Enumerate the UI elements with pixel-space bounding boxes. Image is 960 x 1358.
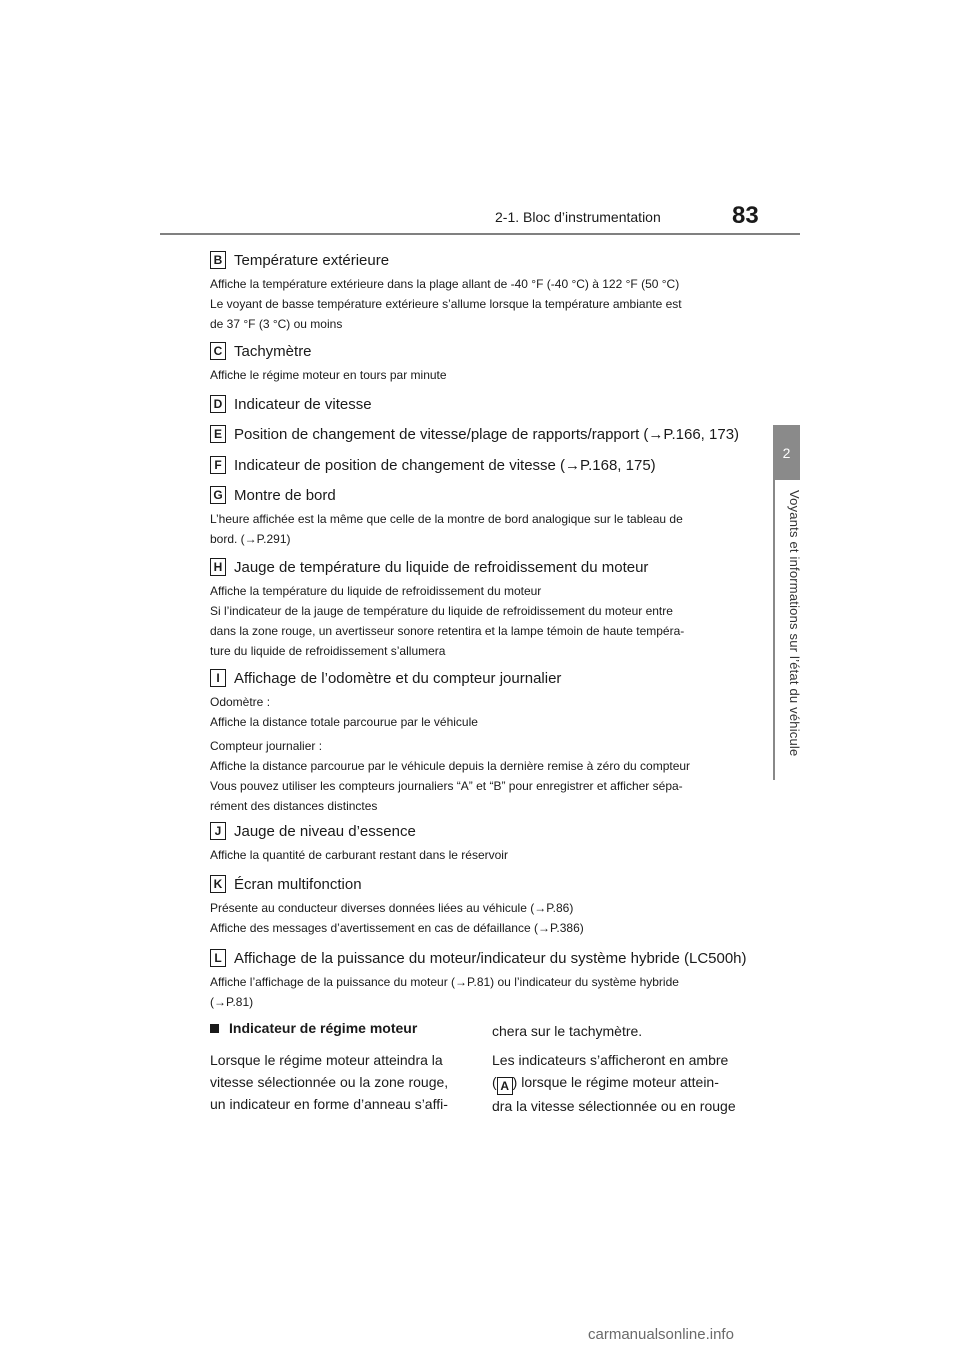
item-desc-line: Affiche la température extérieure dans la plage allant de -40 °F (-40 °C) à 122 °F (50 °C)	[210, 277, 680, 291]
item-desc-line: ture du liquide de refroidissement s’allumera	[210, 644, 446, 658]
marker-j: J	[210, 822, 226, 840]
item-title: Écran multifonction	[234, 875, 362, 893]
item-title: Indicateur de vitesse	[234, 395, 372, 413]
item-desc-line: dans la zone rouge, un avertisseur sonore retentira et la lampe témoin de haute tempéra-	[210, 624, 685, 638]
item-h	[210, 557, 750, 661]
item-c	[210, 341, 750, 385]
header-divider	[160, 233, 800, 235]
body-line: chera sur le tachymètre.	[492, 1023, 643, 1039]
section-title: 2-1. Bloc d’instrumentation	[495, 209, 661, 225]
item-desc-line: bord. (→P.291)	[210, 532, 291, 546]
body-line: dra la vitesse sélectionnée ou en rouge	[492, 1098, 736, 1114]
marker-i: I	[210, 669, 226, 687]
body-line: un indicateur en forme d’anneau s’affi-	[210, 1096, 448, 1112]
item-desc-line: L’heure affichée est la même que celle de la montre de bord analogique sur le tableau de	[210, 512, 683, 526]
item-desc-line: Affiche des messages d’avertissement en cas de défaillance (→P.386)	[210, 921, 584, 935]
item-desc-line: Affiche la distance totale parcourue par le véhicule	[210, 715, 478, 729]
subsection-heading-text: Indicateur de régime moteur	[229, 1020, 418, 1036]
item-title: Montre de bord	[234, 486, 336, 504]
marker-g: G	[210, 486, 226, 504]
page-number: 83	[732, 202, 759, 229]
marker-k: K	[210, 875, 226, 893]
item-g	[210, 485, 750, 549]
marker-a: A	[497, 1077, 513, 1095]
marker-l: L	[210, 949, 226, 967]
item-desc-line: Affiche l’affichage de la puissance du moteur (→P.81) ou l’indicateur du système hybride	[210, 975, 679, 989]
body-line-text: ) lorsque le régime moteur attein-	[512, 1074, 719, 1090]
item-desc-line: Affiche le régime moteur en tours par minute	[210, 368, 447, 382]
item-title: Position de changement de vitesse/plage de rapports/rapport (→P.166, 173)	[234, 425, 740, 443]
chapter-tab: 2	[773, 425, 800, 480]
item-desc-line: Si l’indicateur de la jauge de température du liquide de refroidissement du moteur entre	[210, 604, 673, 618]
item-f	[210, 455, 750, 475]
item-title: Indicateur de position de changement de vitesse (→P.168, 175)	[234, 456, 656, 474]
item-desc-line: Le voyant de basse température extérieure s’allume lorsque la température ambiante est	[210, 297, 682, 311]
item-desc-line: Compteur journalier :	[210, 739, 323, 753]
item-title: Affichage de l’odomètre et du compteur journalier	[234, 669, 562, 687]
item-desc-line: Vous pouvez utiliser les compteurs journaliers “A” et “B” pour enregistrer et afficher sépa-	[210, 779, 683, 793]
item-l	[210, 948, 750, 1012]
marker-e: E	[210, 425, 226, 443]
right-column	[492, 1020, 752, 1117]
item-desc-line: Affiche la quantité de carburant restant dans le réservoir	[210, 848, 508, 862]
item-k	[210, 874, 750, 938]
item-b	[210, 250, 750, 334]
marker-f: F	[210, 456, 226, 474]
item-desc-line: Odomètre :	[210, 695, 271, 709]
item-desc-line: (→P.81)	[210, 995, 254, 1009]
body-line: Lorsque le régime moteur atteindra la	[210, 1052, 443, 1068]
item-desc-line: Affiche la distance parcourue par le véhicule depuis la dernière remise à zéro du compteur	[210, 759, 691, 773]
item-title: Température extérieure	[234, 251, 390, 269]
item-desc-line: Présente au conducteur diverses données liées au véhicule (→P.86)	[210, 901, 574, 915]
watermark: carmanualsonline.info	[588, 1326, 734, 1343]
marker-c: C	[210, 342, 226, 360]
item-e	[210, 424, 750, 444]
chapter-title: Voyants et informations sur l’état du véhicule	[787, 490, 802, 757]
square-bullet-icon	[210, 1024, 219, 1033]
item-d	[210, 394, 750, 414]
left-column	[210, 1049, 470, 1115]
item-desc-line: de 37 °F (3 °C) ou moins	[210, 317, 343, 331]
item-desc-line: rément des distances distinctes	[210, 799, 378, 813]
marker-h: H	[210, 558, 226, 576]
subsection-heading	[210, 1020, 417, 1036]
item-desc-line: Affiche la température du liquide de refroidissement du moteur	[210, 584, 542, 598]
body-line: Les indicateurs s’afficheront en ambre	[492, 1052, 729, 1068]
item-title: Tachymètre	[234, 342, 312, 360]
body-line: vitesse sélectionnée ou la zone rouge,	[210, 1074, 449, 1090]
body-line-with-marker: ( A ) lorsque le régime moteur attein-	[492, 1074, 719, 1093]
item-title: Jauge de niveau d’essence	[234, 822, 416, 840]
item-title: Jauge de température du liquide de refroidissement du moteur	[234, 558, 649, 576]
item-i	[210, 668, 750, 816]
item-title: Affichage de la puissance du moteur/indicateur du système hybride (LC500h)	[234, 949, 747, 967]
marker-d: D	[210, 395, 226, 413]
item-j	[210, 821, 750, 865]
marker-b: B	[210, 251, 226, 269]
side-divider	[773, 480, 775, 780]
